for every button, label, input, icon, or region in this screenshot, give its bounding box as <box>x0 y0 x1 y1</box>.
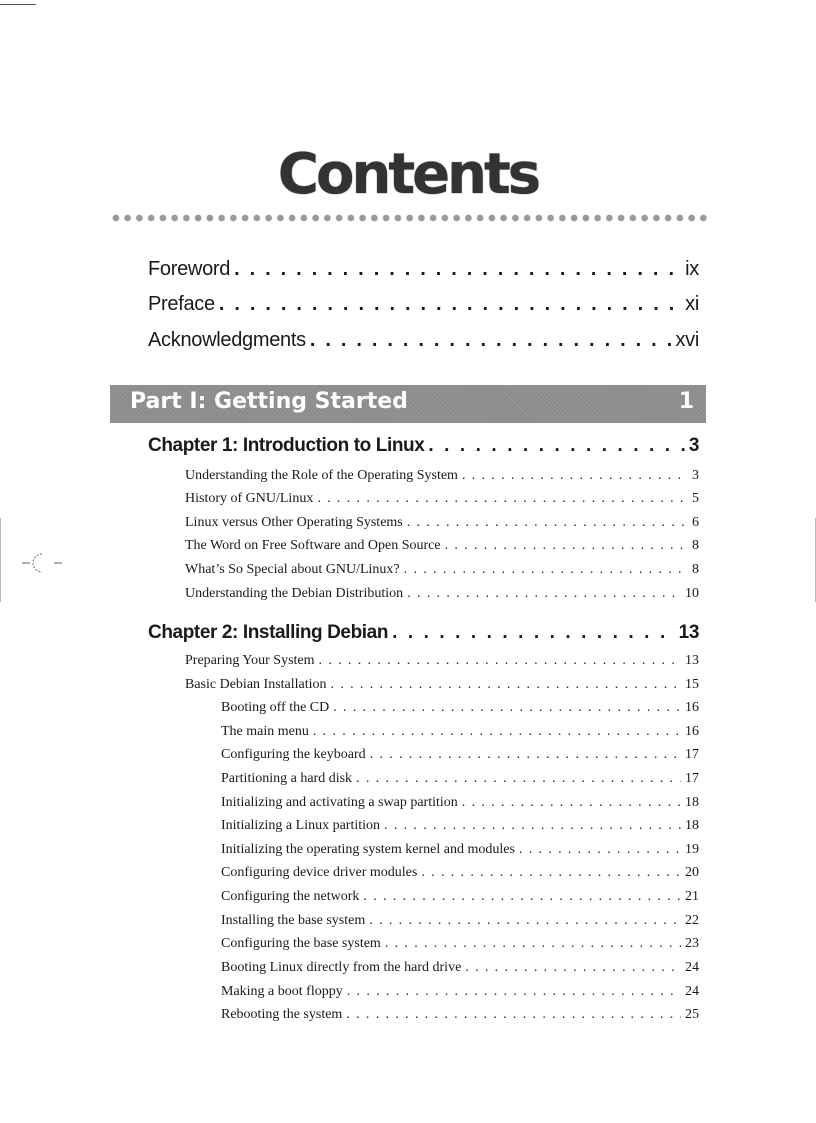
subsection-label: Booting off the CD <box>221 700 330 715</box>
dot-leader <box>319 653 681 669</box>
chapter-label: Chapter 2: Installing Debian <box>148 622 389 643</box>
toc-subsection[interactable] <box>221 771 699 787</box>
dot-leader <box>407 586 681 602</box>
toc-subsection[interactable] <box>221 842 699 858</box>
dot-leader <box>384 818 681 834</box>
dot-leader <box>219 293 681 316</box>
toc-chapter-2[interactable] <box>148 622 699 644</box>
section-page: 3 <box>692 468 699 483</box>
toc-subsection[interactable] <box>221 818 699 834</box>
toc-section[interactable] <box>185 586 699 602</box>
subsection-label: Configuring the network <box>221 889 360 904</box>
dot-leader <box>369 913 681 929</box>
dot-leader <box>317 491 688 507</box>
section-label: The Word on Free Software and Open Source <box>185 538 441 553</box>
section-label: What’s So Special about GNU/Linux? <box>185 562 400 577</box>
section-label: History of GNU/Linux <box>185 491 314 506</box>
toc-subsection[interactable] <box>221 984 699 1000</box>
registration-mark-icon <box>22 548 64 578</box>
toc-entry-acknowledgments[interactable] <box>148 329 699 352</box>
section-label: Understanding the Role of the Operating System <box>185 468 458 483</box>
dot-leader <box>421 865 681 881</box>
dot-leader <box>333 700 681 716</box>
dot-leader <box>462 468 688 484</box>
dot-leader <box>347 984 681 1000</box>
toc-chapter-1[interactable] <box>148 435 699 457</box>
subsection-page: 18 <box>685 795 699 810</box>
dot-leader <box>407 515 688 531</box>
subsection-label: Configuring device driver modules <box>221 865 418 880</box>
toc-section[interactable] <box>185 538 699 554</box>
subsection-label: Booting Linux directly from the hard drive <box>221 960 462 975</box>
subsection-page: 25 <box>685 1007 699 1022</box>
subsection-label: The main menu <box>221 724 309 739</box>
subsection-label: Initializing the operating system kernel and modules <box>221 842 515 857</box>
toc-section[interactable] <box>185 653 699 669</box>
subsection-page: 18 <box>685 818 699 833</box>
dot-leader <box>363 889 681 905</box>
subsection-label: Partitioning a hard disk <box>221 771 353 786</box>
toc-subsection[interactable] <box>221 960 699 976</box>
subsection-page: 17 <box>685 747 699 762</box>
toc-section[interactable] <box>185 491 699 507</box>
section-page: 10 <box>685 586 699 601</box>
dotted-divider <box>110 212 710 224</box>
toc-subsection[interactable] <box>221 936 699 952</box>
subsection-label: Configuring the keyboard <box>221 747 366 762</box>
subsection-page: 20 <box>685 865 699 880</box>
section-page: 6 <box>692 515 699 530</box>
toc-subsection[interactable] <box>221 700 699 716</box>
toc-subsection[interactable] <box>221 747 699 763</box>
dot-leader <box>404 562 688 578</box>
subsection-page: 22 <box>685 913 699 928</box>
toc-label: Acknowledgments <box>148 329 306 351</box>
dot-leader <box>234 258 681 281</box>
toc-page: ix <box>685 258 699 280</box>
section-label: Understanding the Debian Distribution <box>185 586 404 601</box>
toc-section[interactable] <box>185 562 699 578</box>
subsection-page: 21 <box>685 889 699 904</box>
subsection-label: Initializing a Linux partition <box>221 818 381 833</box>
section-page: 8 <box>692 538 699 553</box>
toc-section[interactable] <box>185 677 699 693</box>
crop-line-left <box>0 518 1 602</box>
dot-leader <box>310 329 672 352</box>
toc-label: Preface <box>148 293 215 315</box>
toc-page: xvi <box>675 329 699 351</box>
dot-leader <box>519 842 681 858</box>
subsection-page: 17 <box>685 771 699 786</box>
dot-leader <box>346 1007 681 1023</box>
toc-subsection[interactable] <box>221 795 699 811</box>
dot-leader <box>465 960 681 976</box>
chapter-page: 13 <box>678 622 699 643</box>
subsection-label: Installing the base system <box>221 913 366 928</box>
section-page: 13 <box>685 653 699 668</box>
crop-mark-top <box>0 4 36 5</box>
toc-subsection[interactable] <box>221 913 699 929</box>
part-title: Part I: Getting Started <box>130 389 408 414</box>
subsection-page: 24 <box>685 960 699 975</box>
subsection-label: Initializing and activating a swap partition <box>221 795 458 810</box>
toc-section[interactable] <box>185 515 699 531</box>
subsection-label: Configuring the base system <box>221 936 381 951</box>
section-label: Basic Debian Installation <box>185 677 327 692</box>
chapter-page: 3 <box>688 435 699 456</box>
section-page: 5 <box>692 491 699 506</box>
dot-leader <box>331 677 681 693</box>
page-title: Contents <box>277 142 539 207</box>
dot-leader <box>462 795 681 811</box>
dot-leader <box>313 724 681 740</box>
toc-page: xi <box>685 293 699 315</box>
subsection-label: Rebooting the system <box>221 1007 343 1022</box>
section-page: 8 <box>692 562 699 577</box>
section-page: 15 <box>685 677 699 692</box>
toc-subsection[interactable] <box>221 889 699 905</box>
part-banner[interactable] <box>110 385 706 423</box>
dot-leader <box>392 622 675 644</box>
toc-entry-preface[interactable] <box>148 293 699 316</box>
dot-leader <box>445 538 688 554</box>
subsection-page: 24 <box>685 984 699 999</box>
chapter-label: Chapter 1: Introduction to Linux <box>148 435 425 456</box>
toc-subsection[interactable] <box>221 1007 699 1023</box>
subsection-page: 23 <box>685 936 699 951</box>
toc-subsection[interactable] <box>221 724 699 740</box>
dot-leader <box>356 771 681 787</box>
subsection-page: 16 <box>685 700 699 715</box>
part-page: 1 <box>678 389 694 414</box>
dot-leader <box>385 936 681 952</box>
toc-label: Foreword <box>148 258 231 280</box>
subsection-page: 16 <box>685 724 699 739</box>
toc-entry-foreword[interactable] <box>148 258 699 281</box>
dot-leader <box>370 747 681 763</box>
subsection-page: 19 <box>685 842 699 857</box>
section-label: Linux versus Other Operating Systems <box>185 515 403 530</box>
section-label: Preparing Your System <box>185 653 315 668</box>
dot-leader <box>428 435 684 457</box>
toc-section[interactable] <box>185 468 699 484</box>
toc-subsection[interactable] <box>221 865 699 881</box>
subsection-label: Making a boot floppy <box>221 984 343 999</box>
